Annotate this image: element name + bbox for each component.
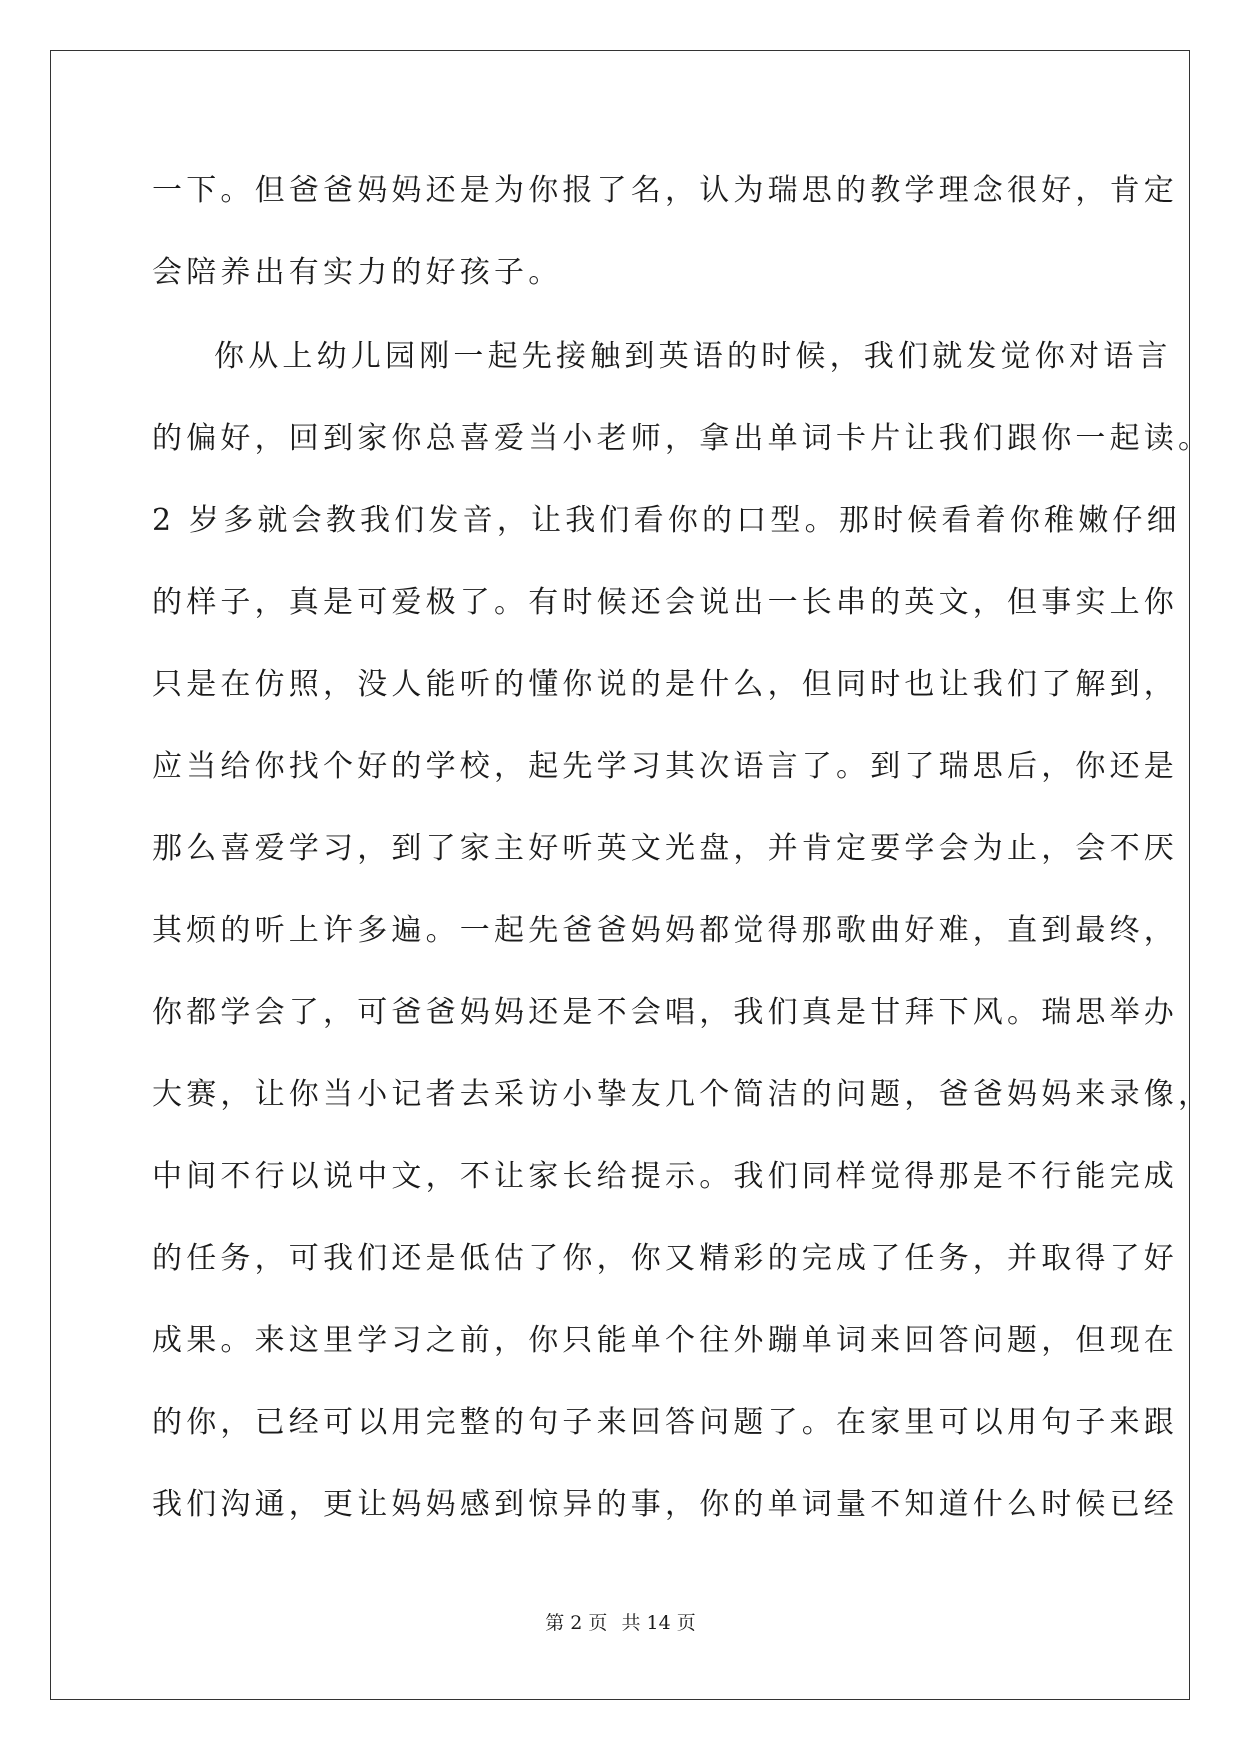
text-line: 我们沟通，更让妈妈感到惊异的事，你的单词量不知道什么时候已经 [152, 1487, 1178, 1522]
page-footer [0, 1608, 1241, 1635]
text-line: 那么喜爱学习，到了家主好听英文光盘，并肯定要学会为止，会不厌 [152, 831, 1178, 866]
paragraph-first-line: 你从上幼儿园刚一起先接触到英语的时候，我们就发觉你对语言 [214, 339, 1172, 374]
text-line: 的偏好，回到家你总喜爱当小老师，拿出单词卡片让我们跟你一起读。 [152, 421, 1213, 456]
text-line: 成果。来这里学习之前，你只能单个往外蹦单词来回答问题，但现在 [152, 1323, 1178, 1358]
text-line: 只是在仿照，没人能听的懂你说的是什么，但同时也让我们了解到， [152, 667, 1178, 702]
text-line: 的你，已经可以用完整的句子来回答问题了。在家里可以用句子来跟 [152, 1405, 1178, 1440]
text-line: 2 岁多就会教我们发音，让我们看你的口型。那时候看着你稚嫩仔细 [152, 503, 1181, 538]
text-line: 的样子，真是可爱极了。有时候还会说出一长串的英文，但事实上你 [152, 585, 1178, 620]
text-line: 一下。但爸爸妈妈还是为你报了名，认为瑞思的教学理念很好，肯定 [152, 173, 1178, 208]
text-line: 其烦的听上许多遍。一起先爸爸妈妈都觉得那歌曲好难，直到最终， [152, 913, 1178, 948]
text-line: 你都学会了，可爸爸妈妈还是不会唱，我们真是甘拜下风。瑞思举办 [152, 995, 1178, 1030]
document-body [152, 162, 1213, 1558]
text-line: 的任务，可我们还是低估了你，你又精彩的完成了任务，并取得了好 [152, 1241, 1178, 1276]
total-pages: 共 14 页 [621, 1612, 696, 1634]
text-line: 应当给你找个好的学校，起先学习其次语言了。到了瑞思后，你还是 [152, 749, 1178, 784]
text-line: 大赛，让你当小记者去采访小挚友几个简洁的问题，爸爸妈妈来录像， [152, 1077, 1213, 1112]
page-number: 第 2 页 [545, 1612, 608, 1634]
text-line: 会陪养出有实力的好孩子。 [152, 255, 563, 290]
text-line: 中间不行以说中文，不让家长给提示。我们同样觉得那是不行能完成 [152, 1159, 1178, 1194]
